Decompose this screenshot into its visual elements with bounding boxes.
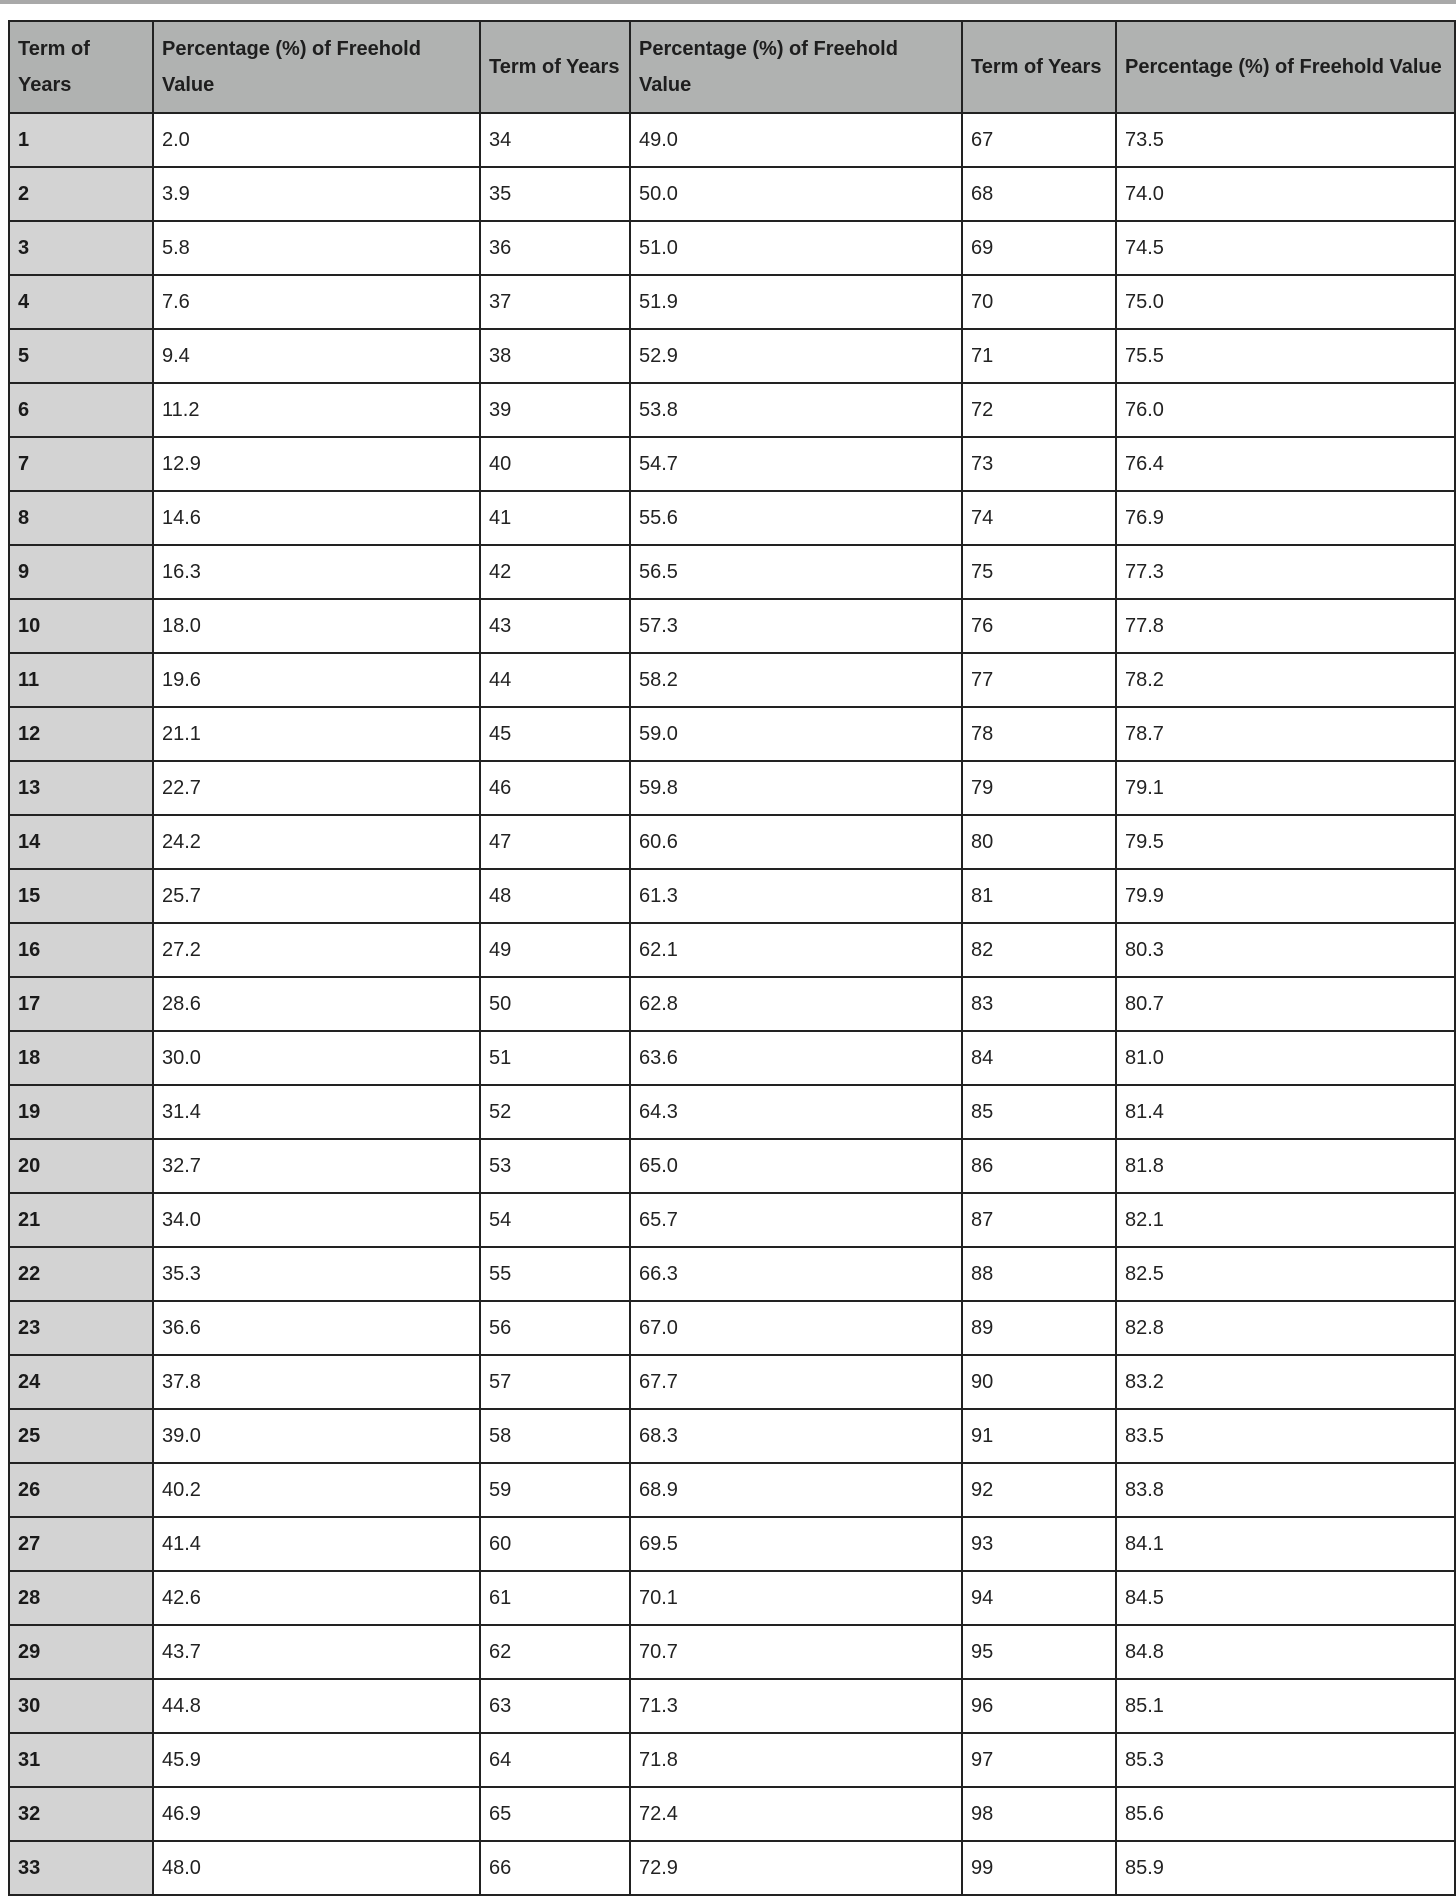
table-row (9, 113, 1455, 167)
cell-percentage-1: 12.9 (153, 437, 480, 491)
cell-term-1: 20 (9, 1139, 153, 1193)
table-row (9, 1463, 1455, 1517)
cell-percentage-3: 83.2 (1116, 1355, 1455, 1409)
cell-term-2: 39 (480, 383, 630, 437)
cell-term-2: 61 (480, 1571, 630, 1625)
cell-term-3: 92 (962, 1463, 1116, 1517)
cell-percentage-2: 57.3 (630, 599, 962, 653)
table-row (9, 1409, 1455, 1463)
freehold-value-table (8, 20, 1456, 1896)
cell-term-2: 56 (480, 1301, 630, 1355)
table-row (9, 1031, 1455, 1085)
cell-term-1: 25 (9, 1409, 153, 1463)
cell-percentage-2: 71.3 (630, 1679, 962, 1733)
cell-term-3: 80 (962, 815, 1116, 869)
cell-percentage-2: 72.4 (630, 1787, 962, 1841)
cell-percentage-1: 45.9 (153, 1733, 480, 1787)
cell-term-3: 95 (962, 1625, 1116, 1679)
cell-percentage-1: 40.2 (153, 1463, 480, 1517)
table-row (9, 1193, 1455, 1247)
cell-term-3: 87 (962, 1193, 1116, 1247)
cell-percentage-1: 3.9 (153, 167, 480, 221)
table-row (9, 329, 1455, 383)
cell-percentage-2: 70.1 (630, 1571, 962, 1625)
cell-percentage-2: 60.6 (630, 815, 962, 869)
cell-percentage-1: 27.2 (153, 923, 480, 977)
cell-term-1: 22 (9, 1247, 153, 1301)
cell-term-2: 38 (480, 329, 630, 383)
cell-percentage-3: 77.8 (1116, 599, 1455, 653)
cell-percentage-1: 35.3 (153, 1247, 480, 1301)
cell-percentage-2: 56.5 (630, 545, 962, 599)
cell-percentage-3: 84.5 (1116, 1571, 1455, 1625)
cell-term-3: 96 (962, 1679, 1116, 1733)
cell-term-1: 27 (9, 1517, 153, 1571)
cell-percentage-3: 79.1 (1116, 761, 1455, 815)
cell-term-1: 8 (9, 491, 153, 545)
cell-term-1: 32 (9, 1787, 153, 1841)
cell-percentage-1: 18.0 (153, 599, 480, 653)
header-percentage-2: Percentage (%) of Freehold Value (630, 21, 962, 113)
cell-term-3: 77 (962, 653, 1116, 707)
cell-percentage-1: 5.8 (153, 221, 480, 275)
cell-term-1: 28 (9, 1571, 153, 1625)
table-row (9, 1733, 1455, 1787)
cell-percentage-2: 66.3 (630, 1247, 962, 1301)
table-row (9, 869, 1455, 923)
cell-term-3: 99 (962, 1841, 1116, 1895)
cell-percentage-1: 43.7 (153, 1625, 480, 1679)
cell-term-3: 84 (962, 1031, 1116, 1085)
cell-percentage-3: 81.0 (1116, 1031, 1455, 1085)
cell-percentage-3: 82.5 (1116, 1247, 1455, 1301)
cell-term-3: 91 (962, 1409, 1116, 1463)
cell-percentage-3: 84.1 (1116, 1517, 1455, 1571)
cell-term-2: 54 (480, 1193, 630, 1247)
cell-percentage-2: 59.8 (630, 761, 962, 815)
header-term-of-years-3: Term of Years (962, 21, 1116, 113)
header-term-of-years-2: Term of Years (480, 21, 630, 113)
cell-percentage-2: 64.3 (630, 1085, 962, 1139)
cell-term-2: 36 (480, 221, 630, 275)
cell-term-2: 63 (480, 1679, 630, 1733)
cell-term-1: 1 (9, 113, 153, 167)
cell-term-1: 12 (9, 707, 153, 761)
cell-percentage-3: 85.3 (1116, 1733, 1455, 1787)
cell-percentage-3: 73.5 (1116, 113, 1455, 167)
cell-percentage-2: 68.9 (630, 1463, 962, 1517)
table-row (9, 599, 1455, 653)
cell-term-1: 21 (9, 1193, 153, 1247)
cell-percentage-1: 7.6 (153, 275, 480, 329)
table-row (9, 653, 1455, 707)
cell-percentage-1: 42.6 (153, 1571, 480, 1625)
cell-term-2: 55 (480, 1247, 630, 1301)
cell-percentage-3: 78.7 (1116, 707, 1455, 761)
cell-term-2: 49 (480, 923, 630, 977)
cell-percentage-1: 32.7 (153, 1139, 480, 1193)
cell-term-2: 35 (480, 167, 630, 221)
cell-percentage-3: 74.5 (1116, 221, 1455, 275)
table-row (9, 815, 1455, 869)
cell-term-3: 89 (962, 1301, 1116, 1355)
cell-percentage-1: 21.1 (153, 707, 480, 761)
cell-percentage-1: 9.4 (153, 329, 480, 383)
cell-percentage-2: 51.0 (630, 221, 962, 275)
cell-term-2: 41 (480, 491, 630, 545)
cell-percentage-3: 83.8 (1116, 1463, 1455, 1517)
cell-percentage-3: 82.8 (1116, 1301, 1455, 1355)
cell-percentage-2: 70.7 (630, 1625, 962, 1679)
cell-term-2: 48 (480, 869, 630, 923)
cell-percentage-2: 61.3 (630, 869, 962, 923)
cell-term-3: 98 (962, 1787, 1116, 1841)
cell-percentage-1: 39.0 (153, 1409, 480, 1463)
cell-term-3: 83 (962, 977, 1116, 1031)
cell-percentage-3: 74.0 (1116, 167, 1455, 221)
cell-term-1: 16 (9, 923, 153, 977)
table-row (9, 1787, 1455, 1841)
table-row (9, 1841, 1455, 1895)
cell-percentage-3: 76.9 (1116, 491, 1455, 545)
cell-percentage-1: 46.9 (153, 1787, 480, 1841)
table-row (9, 707, 1455, 761)
header-percentage-3: Percentage (%) of Freehold Value (1116, 21, 1455, 113)
table-row (9, 167, 1455, 221)
cell-term-1: 14 (9, 815, 153, 869)
cell-percentage-2: 72.9 (630, 1841, 962, 1895)
cell-term-2: 53 (480, 1139, 630, 1193)
header-term-of-years-1: Term of Years (9, 21, 153, 113)
cell-percentage-3: 78.2 (1116, 653, 1455, 707)
cell-percentage-1: 22.7 (153, 761, 480, 815)
cell-term-3: 78 (962, 707, 1116, 761)
cell-term-2: 59 (480, 1463, 630, 1517)
cell-percentage-2: 71.8 (630, 1733, 962, 1787)
cell-term-1: 10 (9, 599, 153, 653)
top-rule (0, 0, 1456, 4)
cell-term-3: 82 (962, 923, 1116, 977)
cell-percentage-2: 63.6 (630, 1031, 962, 1085)
cell-percentage-2: 54.7 (630, 437, 962, 491)
cell-term-1: 17 (9, 977, 153, 1031)
cell-percentage-3: 79.5 (1116, 815, 1455, 869)
cell-term-1: 2 (9, 167, 153, 221)
cell-term-3: 70 (962, 275, 1116, 329)
cell-term-3: 79 (962, 761, 1116, 815)
cell-term-2: 52 (480, 1085, 630, 1139)
table-row (9, 1355, 1455, 1409)
cell-term-1: 30 (9, 1679, 153, 1733)
cell-percentage-1: 24.2 (153, 815, 480, 869)
cell-term-2: 64 (480, 1733, 630, 1787)
cell-term-3: 68 (962, 167, 1116, 221)
table-row (9, 1571, 1455, 1625)
cell-term-2: 34 (480, 113, 630, 167)
cell-term-3: 75 (962, 545, 1116, 599)
cell-term-1: 18 (9, 1031, 153, 1085)
cell-term-2: 44 (480, 653, 630, 707)
cell-term-3: 90 (962, 1355, 1116, 1409)
cell-percentage-3: 85.9 (1116, 1841, 1455, 1895)
cell-percentage-3: 79.9 (1116, 869, 1455, 923)
cell-percentage-2: 58.2 (630, 653, 962, 707)
cell-percentage-2: 50.0 (630, 167, 962, 221)
cell-percentage-2: 59.0 (630, 707, 962, 761)
cell-percentage-1: 48.0 (153, 1841, 480, 1895)
cell-term-3: 73 (962, 437, 1116, 491)
cell-term-3: 93 (962, 1517, 1116, 1571)
cell-term-2: 47 (480, 815, 630, 869)
table-row (9, 1139, 1455, 1193)
cell-percentage-3: 81.4 (1116, 1085, 1455, 1139)
cell-term-1: 13 (9, 761, 153, 815)
cell-percentage-2: 68.3 (630, 1409, 962, 1463)
cell-percentage-3: 80.3 (1116, 923, 1455, 977)
cell-term-1: 29 (9, 1625, 153, 1679)
cell-term-3: 85 (962, 1085, 1116, 1139)
cell-term-2: 42 (480, 545, 630, 599)
cell-percentage-1: 16.3 (153, 545, 480, 599)
cell-percentage-1: 31.4 (153, 1085, 480, 1139)
cell-percentage-1: 11.2 (153, 383, 480, 437)
cell-term-1: 33 (9, 1841, 153, 1895)
cell-percentage-1: 2.0 (153, 113, 480, 167)
cell-term-1: 19 (9, 1085, 153, 1139)
cell-term-3: 67 (962, 113, 1116, 167)
cell-term-2: 62 (480, 1625, 630, 1679)
cell-percentage-2: 62.8 (630, 977, 962, 1031)
cell-term-1: 4 (9, 275, 153, 329)
table-row (9, 383, 1455, 437)
cell-percentage-1: 36.6 (153, 1301, 480, 1355)
cell-percentage-2: 65.0 (630, 1139, 962, 1193)
table-row (9, 221, 1455, 275)
cell-term-2: 66 (480, 1841, 630, 1895)
cell-percentage-3: 75.5 (1116, 329, 1455, 383)
cell-term-1: 26 (9, 1463, 153, 1517)
cell-term-2: 65 (480, 1787, 630, 1841)
cell-percentage-2: 55.6 (630, 491, 962, 545)
table-row (9, 437, 1455, 491)
cell-term-3: 86 (962, 1139, 1116, 1193)
cell-term-2: 46 (480, 761, 630, 815)
table-row (9, 977, 1455, 1031)
table-row (9, 1085, 1455, 1139)
table-row (9, 923, 1455, 977)
cell-percentage-2: 67.0 (630, 1301, 962, 1355)
cell-percentage-2: 65.7 (630, 1193, 962, 1247)
cell-term-3: 71 (962, 329, 1116, 383)
table-row (9, 1625, 1455, 1679)
cell-percentage-3: 75.0 (1116, 275, 1455, 329)
table-row (9, 1517, 1455, 1571)
table-body (9, 113, 1455, 1895)
cell-term-2: 51 (480, 1031, 630, 1085)
cell-percentage-3: 76.4 (1116, 437, 1455, 491)
cell-term-1: 31 (9, 1733, 153, 1787)
table-row (9, 545, 1455, 599)
cell-term-3: 94 (962, 1571, 1116, 1625)
table-row (9, 1247, 1455, 1301)
cell-term-1: 11 (9, 653, 153, 707)
cell-percentage-1: 41.4 (153, 1517, 480, 1571)
cell-term-2: 37 (480, 275, 630, 329)
table-row (9, 491, 1455, 545)
cell-percentage-1: 14.6 (153, 491, 480, 545)
cell-term-1: 3 (9, 221, 153, 275)
cell-term-2: 45 (480, 707, 630, 761)
cell-percentage-2: 52.9 (630, 329, 962, 383)
cell-term-2: 40 (480, 437, 630, 491)
cell-percentage-2: 69.5 (630, 1517, 962, 1571)
cell-term-2: 50 (480, 977, 630, 1031)
cell-term-3: 69 (962, 221, 1116, 275)
cell-percentage-3: 82.1 (1116, 1193, 1455, 1247)
cell-percentage-3: 77.3 (1116, 545, 1455, 599)
cell-term-3: 97 (962, 1733, 1116, 1787)
table-row (9, 761, 1455, 815)
table-row (9, 275, 1455, 329)
table-row (9, 1679, 1455, 1733)
cell-term-3: 74 (962, 491, 1116, 545)
cell-term-1: 15 (9, 869, 153, 923)
cell-percentage-1: 44.8 (153, 1679, 480, 1733)
cell-term-3: 81 (962, 869, 1116, 923)
cell-percentage-3: 83.5 (1116, 1409, 1455, 1463)
cell-percentage-3: 85.1 (1116, 1679, 1455, 1733)
cell-percentage-1: 30.0 (153, 1031, 480, 1085)
cell-percentage-2: 53.8 (630, 383, 962, 437)
cell-percentage-3: 76.0 (1116, 383, 1455, 437)
header-percentage-1: Percentage (%) of Freehold Value (153, 21, 480, 113)
cell-term-3: 76 (962, 599, 1116, 653)
cell-percentage-2: 49.0 (630, 113, 962, 167)
cell-term-2: 58 (480, 1409, 630, 1463)
cell-term-1: 9 (9, 545, 153, 599)
cell-term-2: 43 (480, 599, 630, 653)
header-row (9, 21, 1455, 113)
cell-percentage-1: 28.6 (153, 977, 480, 1031)
cell-term-1: 7 (9, 437, 153, 491)
cell-percentage-3: 84.8 (1116, 1625, 1455, 1679)
cell-percentage-2: 67.7 (630, 1355, 962, 1409)
cell-term-2: 60 (480, 1517, 630, 1571)
cell-percentage-3: 80.7 (1116, 977, 1455, 1031)
cell-term-3: 88 (962, 1247, 1116, 1301)
cell-percentage-3: 81.8 (1116, 1139, 1455, 1193)
cell-percentage-2: 51.9 (630, 275, 962, 329)
cell-percentage-1: 25.7 (153, 869, 480, 923)
cell-percentage-1: 37.8 (153, 1355, 480, 1409)
cell-term-3: 72 (962, 383, 1116, 437)
cell-term-1: 6 (9, 383, 153, 437)
cell-term-1: 23 (9, 1301, 153, 1355)
cell-percentage-1: 19.6 (153, 653, 480, 707)
cell-percentage-3: 85.6 (1116, 1787, 1455, 1841)
cell-percentage-1: 34.0 (153, 1193, 480, 1247)
cell-term-1: 24 (9, 1355, 153, 1409)
cell-term-1: 5 (9, 329, 153, 383)
cell-term-2: 57 (480, 1355, 630, 1409)
table-row (9, 1301, 1455, 1355)
cell-percentage-2: 62.1 (630, 923, 962, 977)
